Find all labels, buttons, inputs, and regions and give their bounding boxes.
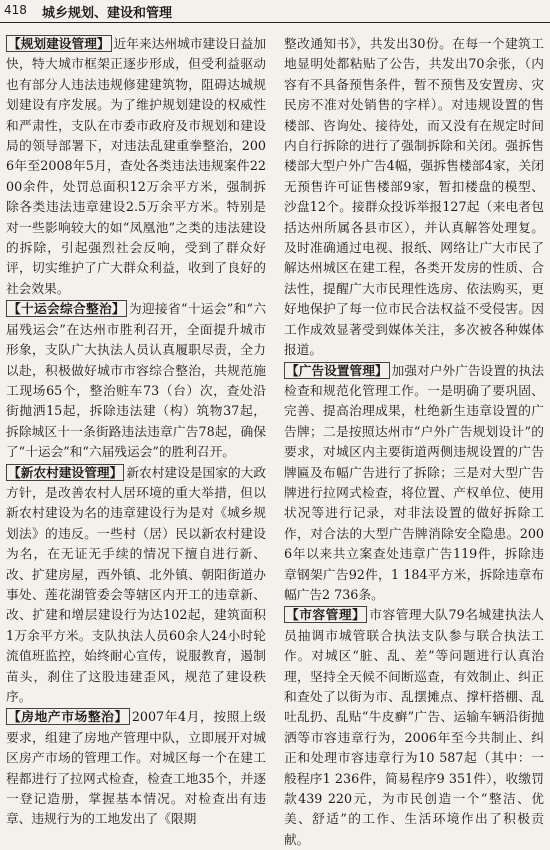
section-heading: 【市容管理】 — [286, 607, 366, 623]
left-column — [6, 34, 266, 830]
section-new-countryside — [6, 463, 266, 708]
section-heading: 【广告设置管理】 — [286, 362, 388, 378]
section-planning — [6, 34, 266, 299]
section-body: 新农村建设是国家的大政方针，是改善农村人居环境的重大举措，但以新农村建设为名的违章建设行为是对《城乡规划法》的违反。一些村（居）民以新农村建设为名，在无证无手续的情况下擅自进行新、改、扩建房屋，西外镇、北外镇、朝阳街道办事处、莲花湖管委会等辖区内开工的违章新、改、扩建和增层建设行为达102起，建筑面积1万余平方米。支队执法人员60余人24小时轮流值班监控，始终耐心宣传，说服教育，遏制苗头，刹住了这股违建歪风，规范了建设秩序。 — [6, 464, 267, 704]
page-header — [0, 0, 550, 30]
section-body: 整改通知书》，共发出30份。在每一个建筑工地显明处都粘贴了公告，共发出70余张，（内容有不具备预售条件，暂不预售及安置房、灾民房不准对处销售的字样）。对违规设置的售楼部、咨询处、接待处，而又没有在规定时间内自行拆除的进行了强制拆除和关闭。强拆售楼部大型户外广告4幅，强拆售楼部4家，关闭无预售许可证售楼部9家，暂扣楼盘的模型、沙盘12个。接群众投诉举报127起（来电者包括达州所属各县市区），并认真解答处理复。及时准确通过电视、报纸、网络让广大市民了解达州城区在建工程，各类开发房的性质、合法性，提醒广大市民理性选房、依法购买，更好地保护了每一位市民合法权益不受侵害。因工作成效显著受到媒体关注，多次被各种媒体报道。 — [284, 36, 544, 358]
section-real-estate-cont — [284, 34, 544, 361]
right-column — [284, 34, 544, 850]
section-body: 2007年4月，按照上级要求，组建了房地产管理中队，立即展开对城区房产市场的管理工作。对城区每一个在建工程都进行了拉网式检查，检查工地35个，并逐一登记造册，掌握基本情况。对检查出有违章、违规行为的工地发出了《限期 — [6, 709, 266, 827]
section-body: 为迎接省“十运会”和“六届残运会”在达州市胜利召开，全面提升城市形象，支队广大执法人员认真履职尽责，全力以赴，积极做好城市市容综合整治，共规范施工现场65个，整治赃车73（台）次，查处沿街抛洒15起，拆除违法建（构）筑物37起，拆除城区十一条街路违法违章广告78起，确保了“十运会”和“六届残运会”的胜利召开。 — [6, 301, 267, 460]
page-number: 418 — [4, 3, 27, 17]
section-body: 近年来达州城市建设日益加快，特大城市框架正逐步形成，但受利益驱动也有部分人违法违规修建建筑物，阻碍达城规划建设有序发展。为了维护规划建设的权威性和严肃性，支队在市委市政府及市规划和建设局的领导部署下，对违法乱建重拳整治，2006年至2008年5月，查处各类违法违规案件2200余件，处罚总面积12万余平方米，强制拆除各类违法违章建设2.5万余平方米。特别是对一些影响较大的如“凤凰池”之类的违法建设的拆除，引起强烈社会反响，受到了群众好评，切实维护了广大群众利益，收到了良好的社会效果。 — [6, 36, 267, 296]
chapter-title: 城乡规划、建设和管理 — [42, 6, 173, 21]
section-games-cleanup — [6, 299, 266, 462]
section-body: 加强对户外广告设置的执法检查和规范化管理工作。一是明确了要巩固、完善、提高治理成果，杜绝新生违章设置的广告牌；二是按照达州市“户外广告规划设计”的要求，对城区内主要街道两侧违规设置的广告牌匾及布幅广告进行了拆除；三是对大型广告牌进行拉网式检查，将位置、产权单位、使用状况等进行记录，对非法设置的做好拆除工作，对合法的大型广告牌消除安全隐患。2006年以来共立案查处违章广告119件，拆除违章钢架广告92件，1 184平方米，拆除违章布幅广告2 736条。 — [284, 362, 545, 602]
section-heading: 【新农村建设管理】 — [8, 464, 123, 480]
section-heading: 【十运会综合整治】 — [8, 301, 125, 317]
section-real-estate — [6, 707, 266, 829]
section-body: 市容管理大队79名城建执法人员抽调市城管联合执法支队参与联合执法工作。对城区“脏、乱、差”等问题进行认真治理，坚持全天候不间断巡查，有效制止、纠正和查处了以街为市、乱摆摊点、撑杆搭棚、乱吐乱扔、乱贴“牛皮癣”广告、运输车辆沿街抛洒等市容违章行为，2006年至今共制止、纠正和处理市容违章行为10 587起（其中：一般程序1 236件，简易程序9 351件），收缴罚款439 220元，为市民创造一个“整洁、优美、舒适”的工作、生活环境作出了积极贡献。 — [284, 607, 544, 847]
section-advertising — [284, 361, 544, 606]
section-heading: 【房地产市场整治】 — [8, 709, 128, 725]
section-heading: 【规划建设管理】 — [8, 36, 110, 51]
section-city-appearance — [284, 605, 544, 850]
header-rule — [0, 22, 550, 23]
